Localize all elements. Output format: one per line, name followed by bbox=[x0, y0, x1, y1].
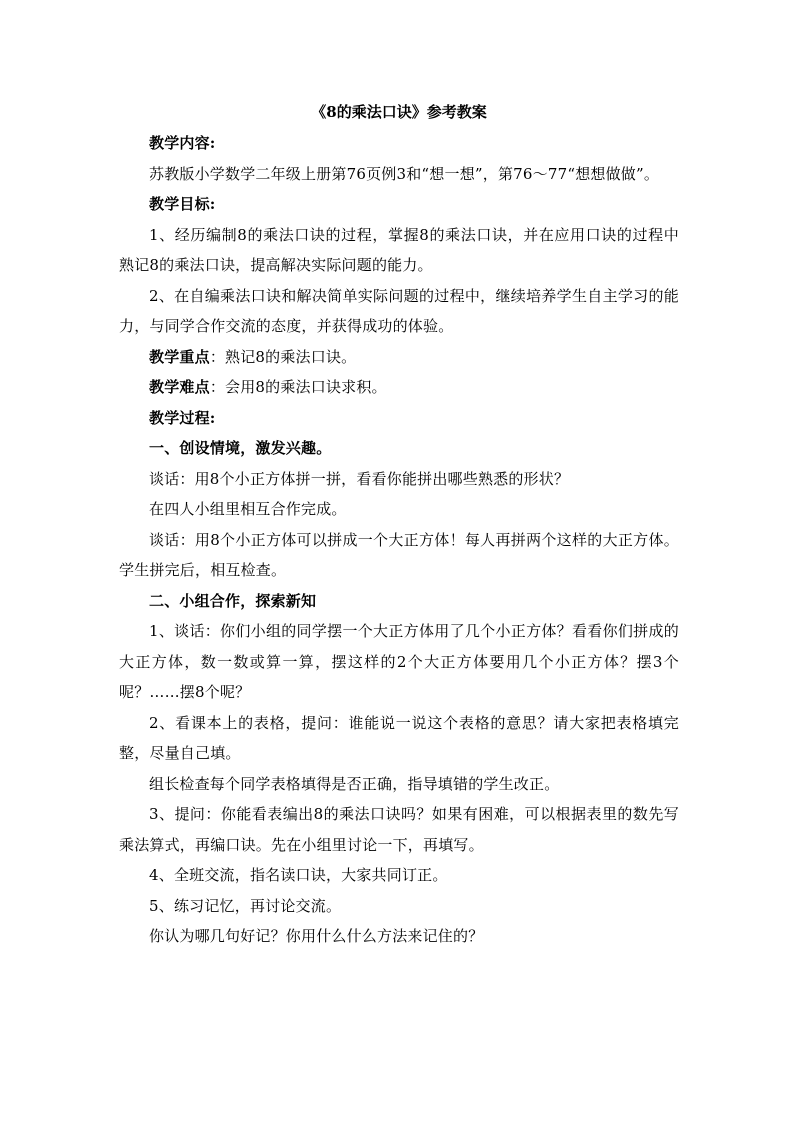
section-2-paragraph: 组长检查每个同学表格填得是否正确，指导填错的学生改正。 bbox=[149, 774, 560, 793]
section-1-paragraph: 在四人小组里相互合作完成。 bbox=[149, 500, 347, 518]
content-heading: 教学内容: bbox=[149, 134, 216, 152]
section-2-paragraph: 5、练习记忆，再讨论交流。 bbox=[149, 896, 342, 915]
section-2-paragraph: 3、提问：你能看表编出8的乘法口诀吗？如果有困难，可以根据表里的数先写乘法算式，再编口诀。先在小组里讨论一下，再填写。 bbox=[119, 805, 679, 854]
difficulty-line bbox=[119, 372, 679, 403]
difficulty-text: ：会用8的乘法口诀求积。 bbox=[209, 378, 387, 396]
objective-2: 2、在自编乘法口诀和解决简单实际问题的过程中，继续培养学生自主学习的能力，与同学合作交流的态度，并获得成功的体验。 bbox=[119, 286, 679, 335]
section-2-paragraph: 1、谈话：你们小组的同学摆一个大正方体用了几个小正方体？看看你们拼成的大正方体，数一数或算一算，摆这样的2个大正方体要用几个小正方体？摆3个呢？……摆8个呢？ bbox=[119, 622, 679, 701]
key-point-label: 教学重点 bbox=[149, 347, 210, 366]
objective-1: 1、经历编制8的乘法口诀的过程，掌握8的乘法口诀，并在应用口诀的过程中熟记8的乘法口诀，提高解决实际问题的能力。 bbox=[119, 225, 679, 274]
key-point-line bbox=[119, 342, 679, 373]
difficulty-label: 教学难点 bbox=[149, 378, 210, 396]
section-1-paragraph: 谈话：用8个小正方体可以拼成一个大正方体！每人再拼两个这样的大正方体。学生拼完后，相互检查。 bbox=[119, 530, 679, 579]
objectives-heading: 教学目标: bbox=[149, 195, 216, 213]
document-title: 《8的乘法口诀》参考教案 bbox=[311, 103, 487, 121]
section-1-heading: 一、创设情境，激发兴趣。 bbox=[149, 439, 332, 457]
section-1-paragraph: 谈话：用8个小正方体拼一拼，看看你能拼出哪些熟悉的形状？ bbox=[149, 469, 570, 488]
document-body bbox=[119, 98, 679, 952]
key-point-text: ：熟记8的乘法口诀。 bbox=[209, 347, 357, 366]
section-2-paragraph: 4、全班交流，指名读口诀，大家共同订正。 bbox=[149, 866, 448, 884]
section-2-paragraph: 你认为哪几句好记？你用什么什么方法来记住的？ bbox=[149, 927, 484, 945]
process-heading: 教学过程: bbox=[149, 408, 216, 427]
section-2-paragraph: 2、看课本上的表格，提问：谁能说一说这个表格的意思？请大家把表格填完整，尽量自己填。 bbox=[119, 713, 679, 762]
section-2-heading: 二、小组合作，探索新知 bbox=[149, 591, 317, 610]
content-text: 苏教版小学数学二年级上册第76页例3和“想一想”，第76～77“想想做做”。 bbox=[149, 164, 660, 183]
